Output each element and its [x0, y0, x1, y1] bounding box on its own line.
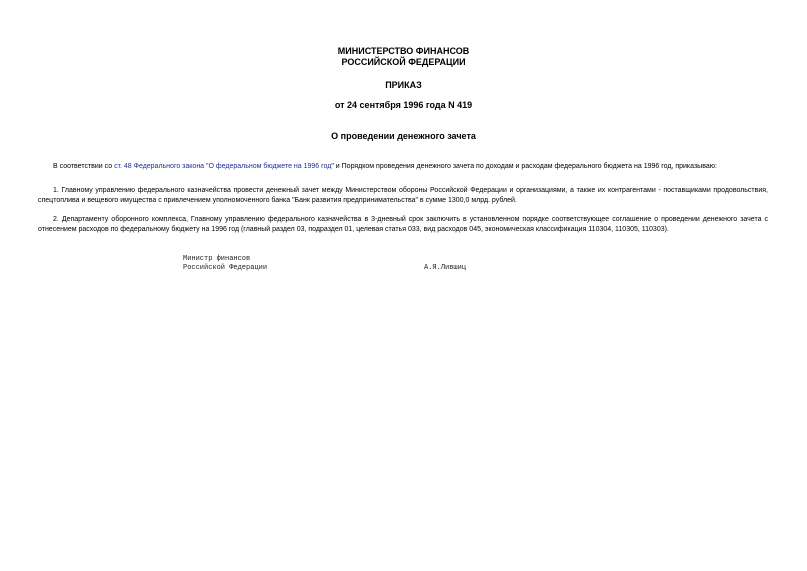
order-subject: О проведении денежного зачета — [331, 131, 476, 141]
law-article-link[interactable]: ст. 48 Федерального закона " — [114, 163, 209, 170]
order-date-number: от 24 сентября 1996 года N 419 — [334, 100, 473, 110]
ministry-line-2: РОССИЙСКОЙ ФЕДЕРАЦИИ — [341, 57, 466, 67]
item-2-text: 2. Департаменту оборонного комплекса, Главному управлению федерального казначейства в 3-дневный срок заключить в установленном порядке соответствующее соглашение о проведении денежного зачета с отнесением расходов по федеральному бюджету на 1996 год (главный раздел 03, подраздел 01, целевая статья 033, вид расходов 045, экономическая классификация 110304, 110305, 110303). — [38, 216, 768, 233]
ministry-line-1: МИНИСТЕРСТВО ФИНАНСОВ — [337, 46, 470, 56]
preamble-text-end: " и Порядком проведения денежного зачета по доходам и расходам федерального бюджета на 1996 год, приказываю: — [331, 163, 717, 170]
ministry-heading — [0, 46, 807, 68]
preamble-text-start: В соответствии со — [53, 163, 115, 170]
paragraph-item-2 — [38, 215, 768, 235]
signature-title-line-2: Российской Федерации — [183, 264, 268, 272]
item-1-text: 1. Главному управлению федерального казначейства провести денежный зачет между Министерством обороны Российской Федерации и организациями, а также их контрагентами - поставщиками продовольствия, спецтоплива и вещевого имущества с привлечением уполномоченного банка "Банк развития предпринимательства" в сумме 1300,0 млрд. рублей. — [38, 187, 768, 204]
paragraph-preamble — [38, 162, 768, 172]
signature-title — [183, 255, 267, 273]
paragraph-item-1 — [38, 186, 768, 206]
order-heading: ПРИКАЗ — [385, 80, 422, 90]
budget-law-link[interactable]: О федеральном бюджете на 1996 год — [208, 163, 332, 170]
signature-name: А.Я.Лившиц — [424, 264, 467, 272]
signature-title-line-1: Министр финансов — [183, 255, 251, 263]
